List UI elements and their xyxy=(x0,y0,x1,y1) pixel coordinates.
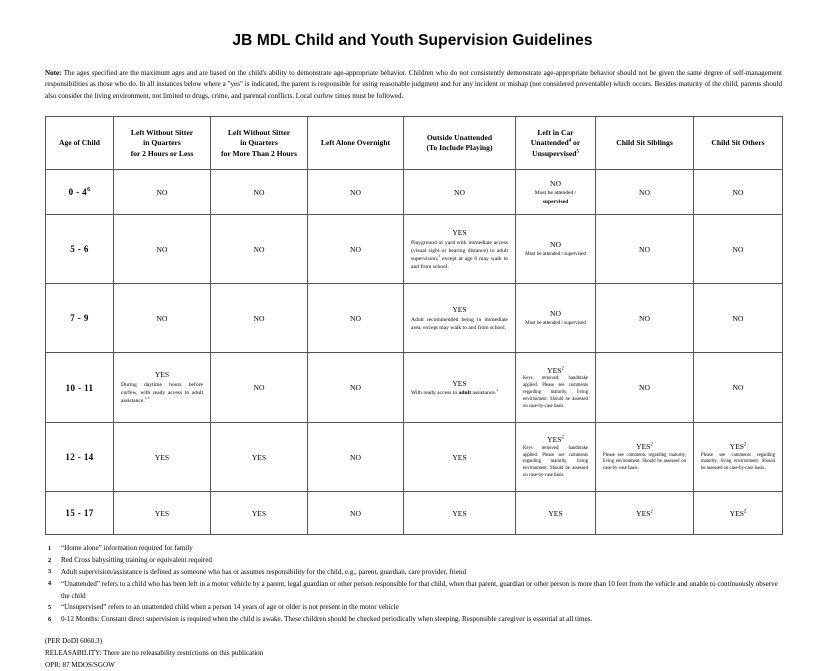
footnote-item xyxy=(48,579,782,603)
header-line: Unattended xyxy=(530,138,569,148)
cell-child-sit-siblings xyxy=(596,423,694,492)
cell-left-in-car: YES xyxy=(516,492,596,535)
cell-value: YES xyxy=(452,227,467,237)
col-header-outside-unattended xyxy=(404,117,516,170)
cell-value: NO xyxy=(550,309,561,319)
cell-age xyxy=(46,215,114,284)
cell-left-without-sitter-more-2h: NO xyxy=(211,353,308,423)
supervision-guidelines-table xyxy=(45,116,783,535)
header-line: Child Sit Siblings xyxy=(616,138,673,148)
cell-left-without-sitter-2h: NO xyxy=(114,215,211,284)
cell-child-sit-siblings: NO xyxy=(596,170,694,215)
cell-note: Please see comments regarding maturity, living environment. Should be assessed on case-by-case basis. xyxy=(603,452,686,472)
col-header-child-sit-siblings xyxy=(596,117,694,170)
footnote-ref: 3 xyxy=(438,253,441,258)
cell-value: NO xyxy=(550,178,561,188)
cell-left-without-sitter-more-2h: NO xyxy=(211,215,308,284)
footnote-number: 6 xyxy=(48,615,52,623)
document-trailer xyxy=(0,626,825,671)
cell-outside-unattended: YES xyxy=(404,492,516,535)
cell-left-without-sitter-more-2h: NO xyxy=(211,284,308,353)
cell-child-sit-others xyxy=(694,492,783,535)
cell-child-sit-others: NO xyxy=(694,284,783,353)
header-line: (To Include Playing) xyxy=(426,143,493,153)
cell-child-sit-siblings: NO xyxy=(596,353,694,423)
cell-left-alone-overnight: NO xyxy=(308,423,404,492)
cell-left-alone-overnight: NO xyxy=(308,284,404,353)
table-row xyxy=(46,492,783,535)
cell-value: YES xyxy=(452,378,467,388)
footnote-ref: 2 xyxy=(650,442,653,448)
cell-left-without-sitter-more-2h: NO xyxy=(211,170,308,215)
age-label: 10 - 11 xyxy=(65,382,94,393)
cell-note-emphasis: adult xyxy=(458,390,472,397)
cell-age xyxy=(46,353,114,423)
col-header-left-in-car xyxy=(516,117,596,170)
source-reference: (PER DoDI 6060.3) xyxy=(45,636,102,645)
cell-child-sit-siblings: NO xyxy=(596,284,694,353)
col-header-left-without-sitter-2h-or-less xyxy=(114,117,211,170)
cell-child-sit-others xyxy=(694,423,783,492)
opr-line: OPR: 87 MDOS/SGOW xyxy=(45,661,115,670)
header-line: in Quarters xyxy=(240,138,278,148)
cell-child-sit-siblings xyxy=(596,492,694,535)
cell-value-text: YES xyxy=(547,435,562,445)
footnote-ref: 3 xyxy=(496,388,498,393)
table-row xyxy=(46,423,783,492)
cell-age xyxy=(46,170,114,215)
cell-left-without-sitter-2h: NO xyxy=(114,170,211,215)
footnote-ref: 1,3 xyxy=(144,396,150,401)
col-header-age-of-child xyxy=(46,117,114,170)
footnote-ref: 6 xyxy=(87,187,91,194)
header-line: Left Alone Overnight xyxy=(320,138,391,148)
cell-left-in-car xyxy=(516,284,596,353)
footnote-number: 3 xyxy=(48,568,52,576)
cell-note: Must be attended / xyxy=(534,190,577,197)
cell-age xyxy=(46,492,114,535)
cell-note-part: Playground or yard with immediate access (visual sight or hearing distance) to adult supervision; xyxy=(411,239,508,262)
cell-note-part: With ready access to xyxy=(411,390,459,397)
cell-value: YES xyxy=(452,304,467,314)
age-label: 5 - 6 xyxy=(70,244,89,255)
footnote-number: 2 xyxy=(48,556,52,564)
cell-outside-unattended xyxy=(404,284,516,353)
note-paragraph xyxy=(0,50,825,102)
cell-value xyxy=(698,442,778,452)
cell-note xyxy=(118,381,206,405)
cell-age xyxy=(46,284,114,353)
footnote-ref: 2 xyxy=(744,442,747,448)
cell-left-without-sitter-more-2h: YES xyxy=(211,423,308,492)
note-body: The ages specified are the maximum ages and are based on the child's ability to demonstrate age-appropriate behavior. Children who do not consistently demonstrate age-appropriate behavior should not be given the same degree of self-management responsibilities as those who do. In all instances below where a "yes" is indicated, the parent is responsible for using reasonable judgment and for any incident or mishap (not considered preventable) which occurs. Besides maturity of the child, parents should also consider the living environment, not limited to drugs, crime, and parental conflicts. Local curfew times must be followed. xyxy=(45,69,782,100)
cell-child-sit-others: NO xyxy=(694,353,783,423)
cell-note xyxy=(408,389,511,397)
cell-note-part: assistance. xyxy=(471,390,497,397)
releasability-statement: RELEASABILITY: There are no releasability restrictions on this publication xyxy=(45,649,264,657)
cell-left-in-car xyxy=(516,170,596,215)
cell-left-without-sitter-2h xyxy=(114,353,211,423)
table-row xyxy=(46,353,783,423)
footnote-ref: 4 xyxy=(568,138,572,144)
header-line: in Quarters xyxy=(143,138,181,148)
cell-note-part: During daytime hours before curfew, with ready access to adult assistance. xyxy=(121,382,203,405)
cell-outside-unattended xyxy=(404,353,516,423)
cell-child-sit-others: NO xyxy=(694,170,783,215)
footnotes-list xyxy=(0,535,825,625)
footnote-item xyxy=(48,602,782,614)
col-header-left-alone-overnight xyxy=(308,117,404,170)
cell-value-text: YES xyxy=(636,508,651,518)
cell-note-part: except at age 6 may walk to and from school. xyxy=(411,255,508,270)
footnote-item xyxy=(48,614,782,626)
cell-value xyxy=(600,442,689,452)
header-line: Child Sit Others xyxy=(711,138,765,148)
age-label: 0 - 4 xyxy=(68,187,88,198)
note-label: Note: xyxy=(45,69,62,77)
footnote-number: 4 xyxy=(48,580,52,588)
cell-left-without-sitter-2h: YES xyxy=(114,423,211,492)
footnote-text: “Unattended” refers to a child who has been left in a motor vehicle by a parent, legal guardian or other person responsible for that child, when that parent, guardian or other person is more than 10 feet from the vehicle and unable to continuously observe the child xyxy=(61,579,778,600)
cell-note: Keys removed; handbrake applied. Please see comments regarding maturity, living environment. Should be assessed on case-by-case basis. xyxy=(523,445,588,479)
footnote-ref: 2 xyxy=(650,508,653,514)
cell-left-alone-overnight: NO xyxy=(308,492,404,535)
header-line: Outside Unattended xyxy=(426,133,493,143)
cell-child-sit-siblings: NO xyxy=(596,215,694,284)
cell-note xyxy=(408,239,511,271)
footnote-text: Red Cross babysitting training or equivalent required xyxy=(61,556,212,565)
table-header-row xyxy=(46,117,783,170)
footnote-number: 5 xyxy=(48,603,52,611)
age-label: 15 - 17 xyxy=(65,508,94,519)
header-line: Unsupervised xyxy=(532,148,577,158)
cell-left-in-car xyxy=(516,353,596,423)
cell-left-alone-overnight: NO xyxy=(308,215,404,284)
cell-value: NO xyxy=(550,240,561,250)
footnote-text: 0-12 Months: Constant direct supervision is required when the child is awake. These children should be checked periodically when sleeping. Responsible caregiver is essential at all times. xyxy=(61,615,593,624)
cell-value-text: YES xyxy=(729,441,744,451)
footnote-item xyxy=(48,555,782,567)
header-line: Left Without Sitter xyxy=(227,128,291,138)
cell-value-text: YES xyxy=(547,365,562,375)
footnote-ref: 2 xyxy=(561,366,564,372)
table-row xyxy=(46,215,783,284)
cell-child-sit-others: NO xyxy=(694,215,783,284)
table-row xyxy=(46,284,783,353)
footnote-ref: 2 xyxy=(744,508,747,514)
cell-left-without-sitter-2h: NO xyxy=(114,284,211,353)
footnote-ref: 5 xyxy=(576,149,579,154)
cell-value-text: YES xyxy=(636,441,651,451)
cell-outside-unattended: YES xyxy=(404,423,516,492)
cell-value xyxy=(520,435,591,445)
cell-age xyxy=(46,423,114,492)
footnote-item xyxy=(48,543,782,555)
footnote-number: 1 xyxy=(48,544,52,552)
header-line: Left Without Sitter xyxy=(130,128,194,138)
header-line: or xyxy=(571,138,581,148)
cell-note: Must be attended / supervised xyxy=(525,251,586,258)
age-label: 12 - 14 xyxy=(65,452,94,463)
cell-note: Must be attended / supervised xyxy=(525,320,586,327)
cell-note: Please see comments regarding maturity, living environment. Should be assessed on case-by-case basis. xyxy=(701,452,775,472)
cell-left-without-sitter-2h: YES xyxy=(114,492,211,535)
cell-value xyxy=(520,366,591,376)
col-header-child-sit-others xyxy=(694,117,783,170)
cell-left-in-car xyxy=(516,215,596,284)
header-line: Left in Car xyxy=(537,128,574,138)
cell-note: Keys removed; handbrake applied. Please see comments regarding maturity, living environment. Should be assessed on case-by-case basis. xyxy=(523,376,588,409)
guidelines-table-wrapper xyxy=(0,102,825,535)
cell-left-in-car xyxy=(516,423,596,492)
page-title: JB MDL Child and Youth Supervision Guidelines xyxy=(232,32,593,49)
footnote-item xyxy=(48,567,782,579)
cell-outside-unattended xyxy=(404,215,516,284)
cell-left-without-sitter-more-2h: YES xyxy=(211,492,308,535)
cell-left-alone-overnight: NO xyxy=(308,353,404,423)
cell-left-alone-overnight: NO xyxy=(308,170,404,215)
cell-note-bold: supervised xyxy=(542,199,569,206)
cell-note: Adult recommended being in immediate area; except may walk to and from school. xyxy=(411,316,508,331)
header-line: Age of Child xyxy=(59,138,100,148)
footnote-text: Adult supervision/assistance is defined as someone who has or assumes responsibility for the child, e.g., parent, guardian, care provider, friend xyxy=(61,567,467,576)
footnote-text: “Home alone” information required for family xyxy=(61,544,193,553)
age-label: 7 - 9 xyxy=(70,313,89,324)
header-line: for 2 Hours or Less xyxy=(130,148,194,158)
cell-value-text: YES xyxy=(729,508,744,518)
cell-value: YES xyxy=(154,370,170,380)
cell-outside-unattended: NO xyxy=(404,170,516,215)
header-line: for More Than 2 Hours xyxy=(221,148,297,158)
table-row xyxy=(46,170,783,215)
footnote-ref: 2 xyxy=(561,435,564,441)
col-header-left-without-sitter-more-than-2h xyxy=(211,117,308,170)
footnote-text: “Unsupervised” refers to an unattended child when a person 14 years of age or older is not present in the motor vehicle xyxy=(61,603,399,612)
